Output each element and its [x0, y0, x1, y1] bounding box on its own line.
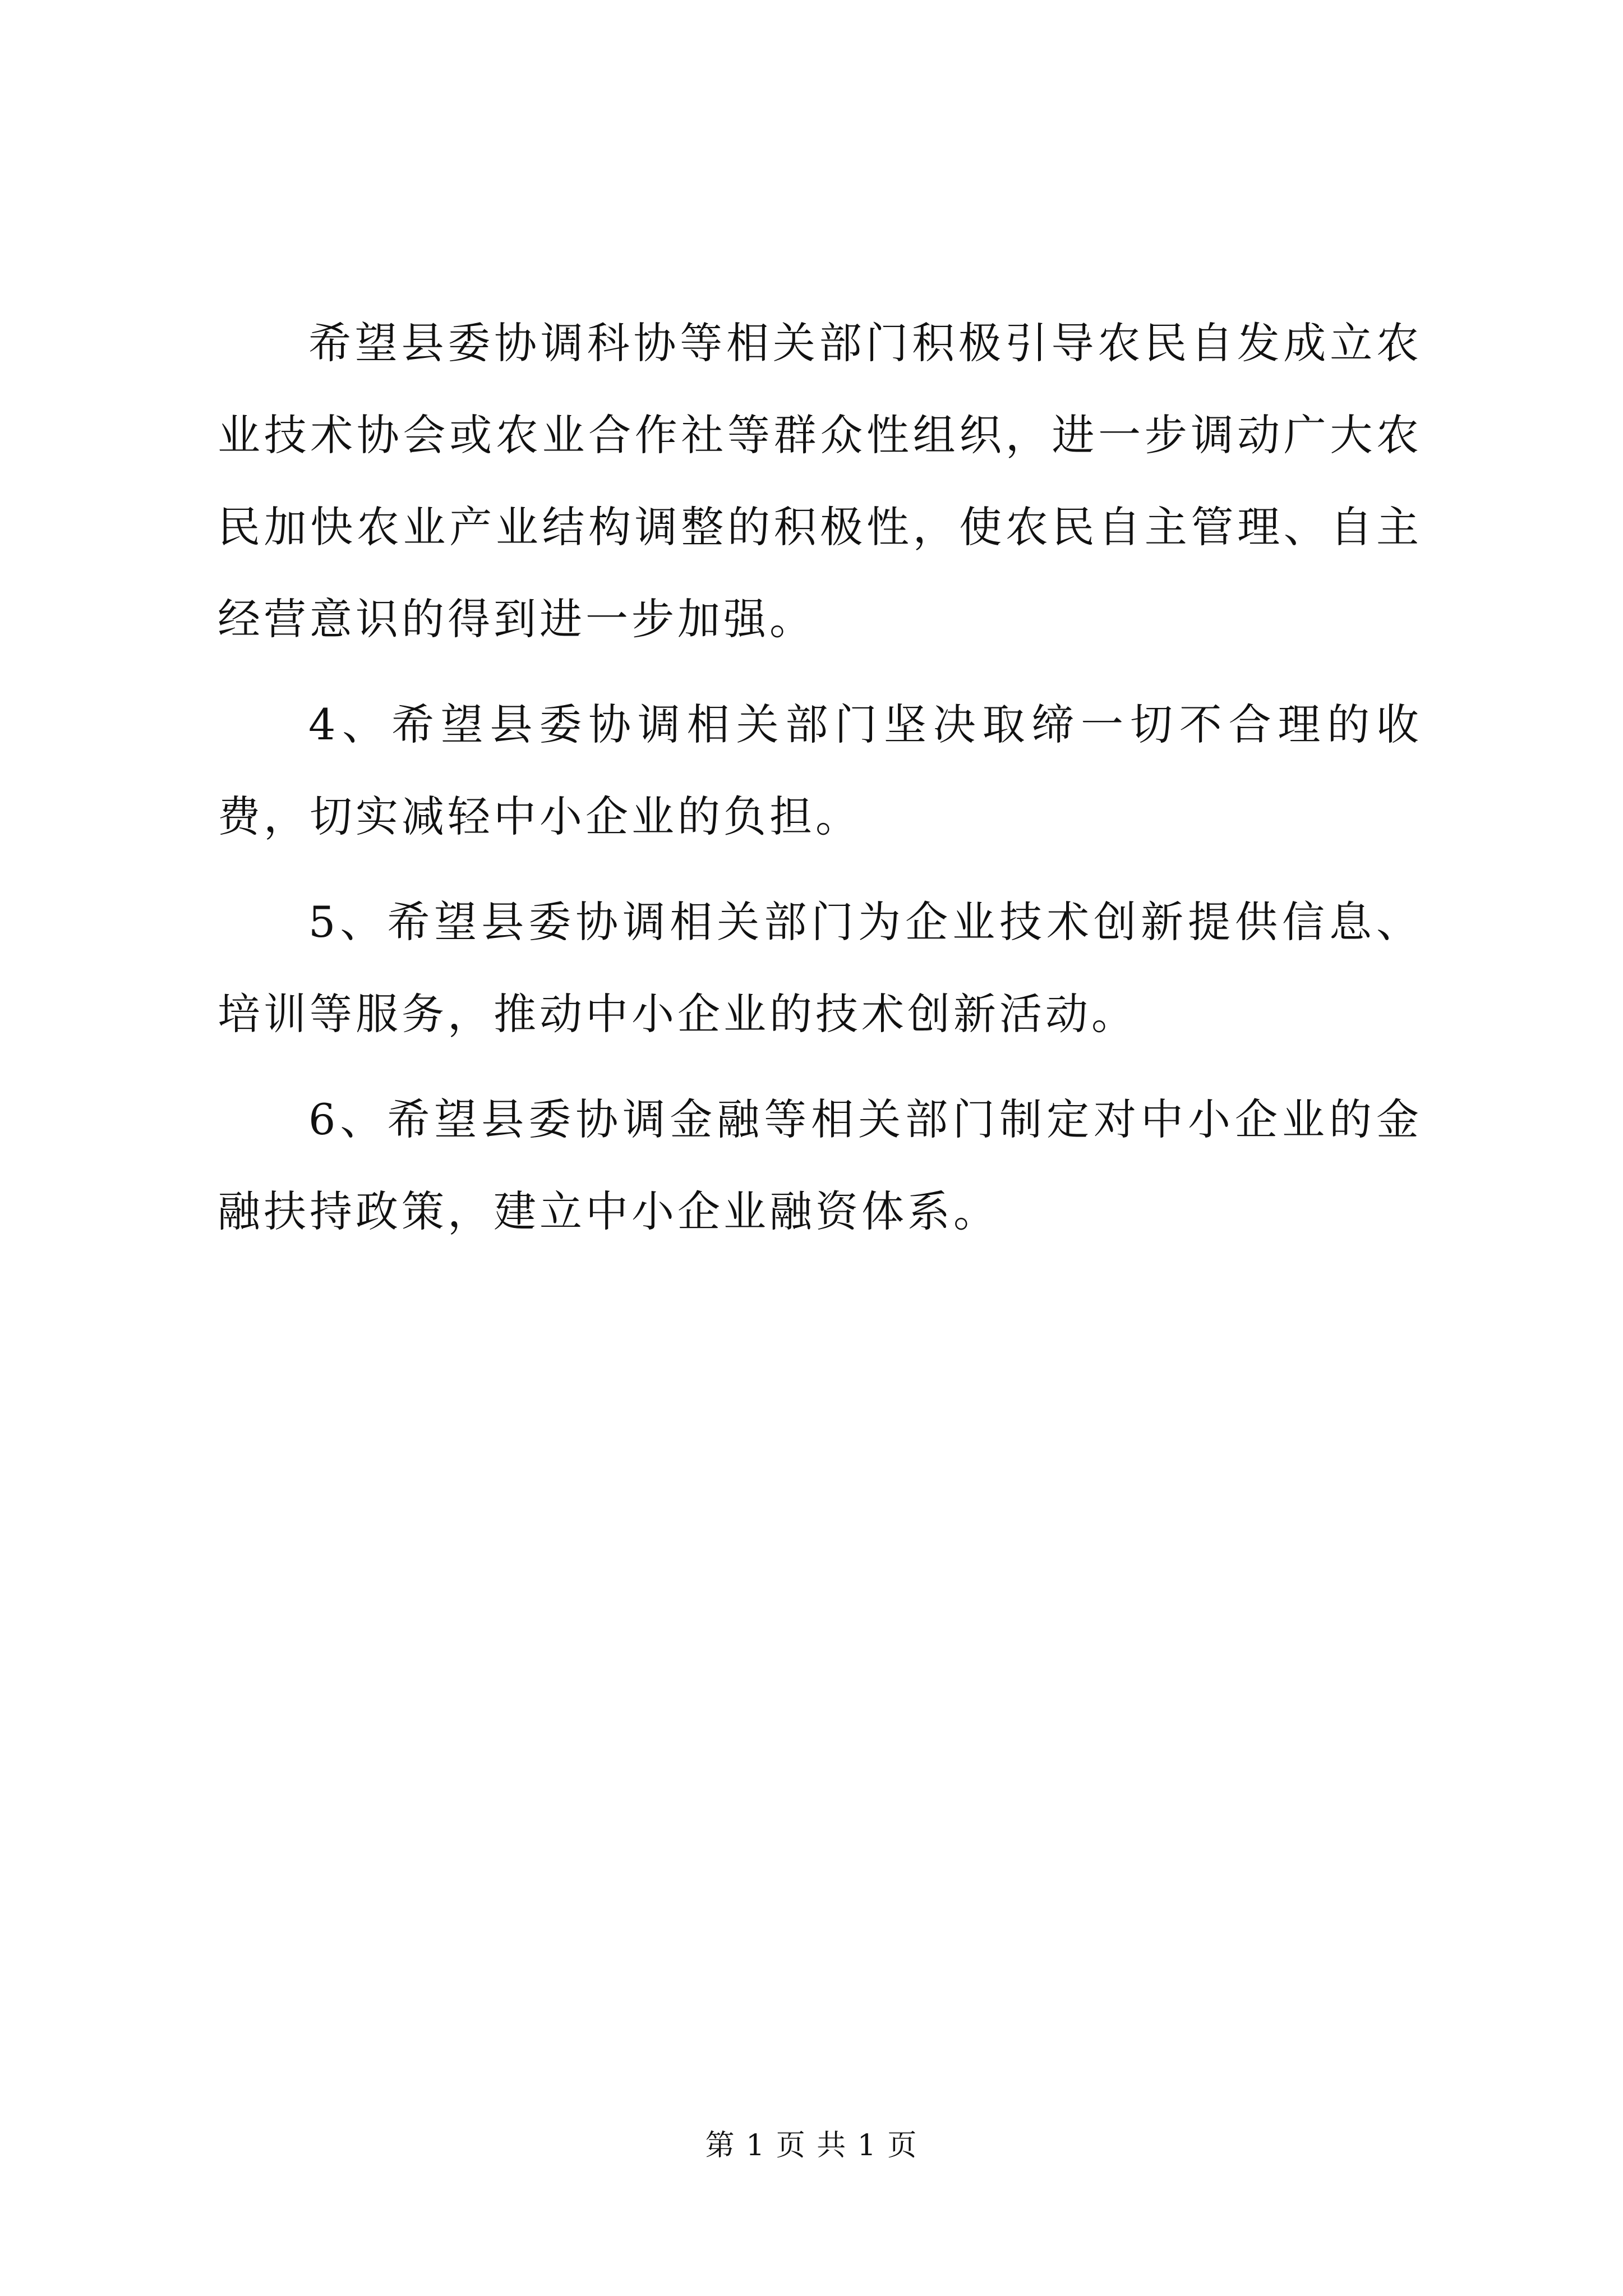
paragraph-item-6: 6、希望县委协调金融等相关部门制定对中小企业的金融扶持政策，建立中小企业融资体系。	[218, 1094, 1422, 1236]
paragraph-intro: 希望县委协调科协等相关部门积极引导农民自发成立农业技术协会或农业合作社等群众性组织，进一步调动广大农民加快农业产业结构调整的积极性，使农民自主管理、自主经营意识的得到进一步加强。	[218, 318, 1422, 644]
paragraph-item-5: 5、希望县委协调相关部门为企业技术创新提供信息、培训等服务，推动中小企业的技术创新活动。	[218, 897, 1422, 1039]
document-body	[218, 297, 1422, 1271]
paragraph-item-4: 4、希望县委协调相关部门坚决取缔一切不合理的收费，切实减轻中小企业的负担。	[218, 700, 1422, 841]
page-number-footer: 第 1 页 共 1 页	[705, 2129, 918, 2162]
